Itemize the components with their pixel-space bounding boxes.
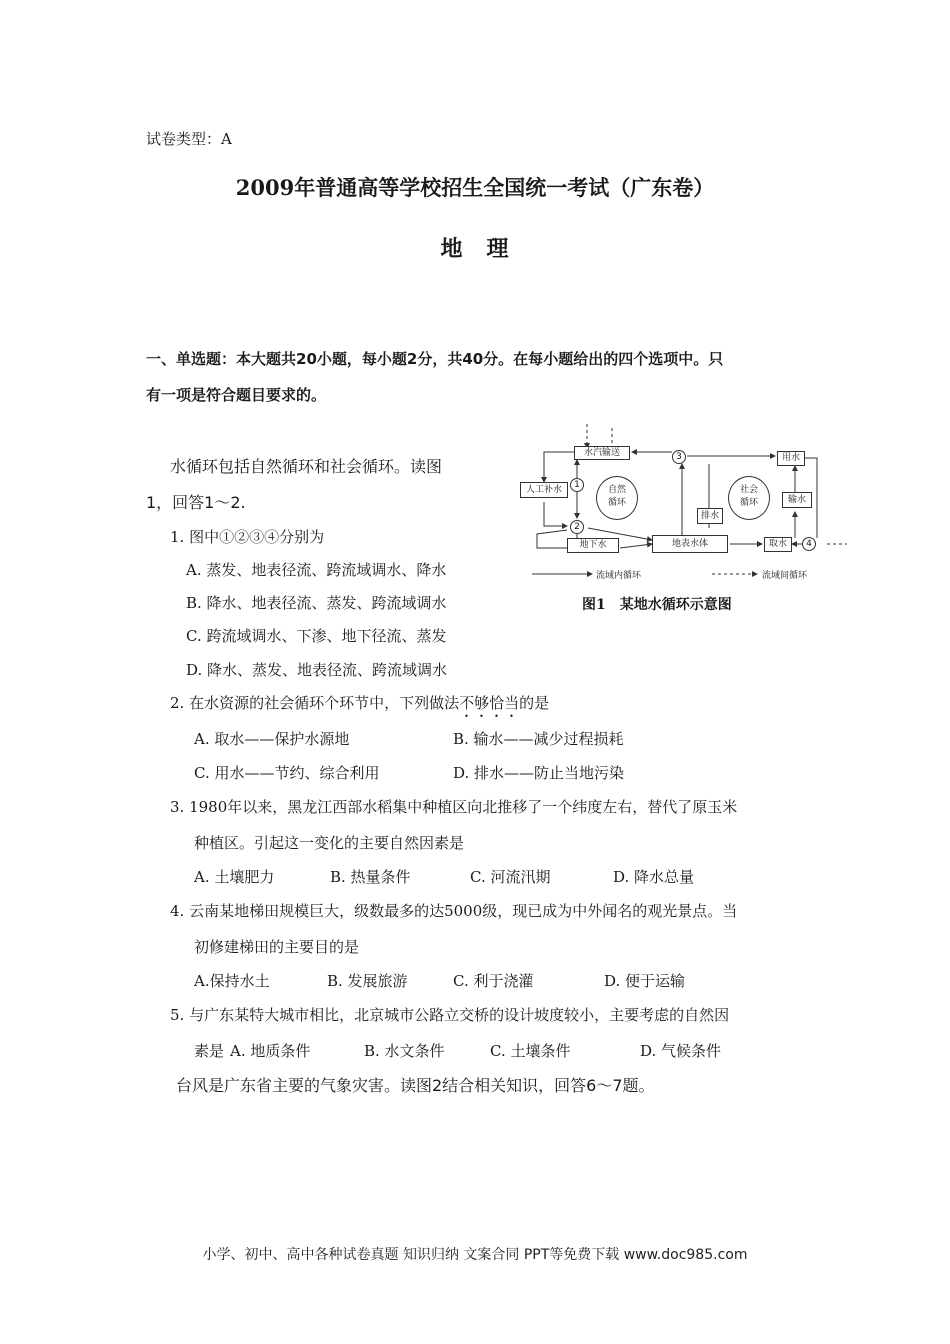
q2-stem-emphasis: 不够恰当 bbox=[459, 694, 520, 712]
circle-4: 4 bbox=[802, 537, 816, 551]
q2-stem-post: 的是 bbox=[519, 694, 550, 712]
section1-line2: 有一项是符合题目要求的。 bbox=[146, 386, 327, 404]
paper-type: 试卷类型：A bbox=[146, 130, 232, 148]
q3-option-d: D. 降水总量 bbox=[613, 868, 695, 886]
circle-3: 3 bbox=[672, 450, 686, 464]
box-usage: 用水 bbox=[777, 451, 805, 466]
q2-option-d: D. 排水——防止当地污染 bbox=[453, 764, 625, 782]
circle-1: 1 bbox=[570, 478, 584, 492]
exam-title: 2009年普通高等学校招生全国统一考试（广东卷） bbox=[235, 175, 715, 200]
q5-line2-pre: 素是 bbox=[194, 1042, 225, 1060]
box-surface-water: 地表水体 bbox=[652, 535, 728, 553]
q4-option-a: A.保持水土 bbox=[194, 972, 270, 990]
q2-option-a: A. 取水——保护水源地 bbox=[194, 730, 350, 748]
figure1-caption: 图1 某地水循环示意图 bbox=[582, 597, 732, 613]
q5-option-c: C. 土壤条件 bbox=[490, 1042, 571, 1060]
q3-option-c: C. 河流汛期 bbox=[470, 868, 551, 886]
box-drainage: 排水 bbox=[697, 508, 723, 524]
q5-line1: 5. 与广东某特大城市相比，北京城市公路立交桥的设计坡度较小，主要考虑的自然因 bbox=[170, 1006, 730, 1024]
q4-line2: 初修建梯田的主要目的是 bbox=[194, 938, 360, 956]
intro2: 台风是广东省主要的气象灾害。读图2结合相关知识，回答6～7题。 bbox=[176, 1076, 655, 1095]
figure1 bbox=[512, 420, 852, 620]
box-transport: 输水 bbox=[782, 492, 812, 508]
legend-dashed-label: 流域间循环 bbox=[762, 571, 808, 581]
q5-option-b: B. 水文条件 bbox=[364, 1042, 445, 1060]
intro1-line1: 水循环包括自然循环和社会循环。读图 bbox=[170, 457, 443, 476]
oval-natural-cycle: 自然循环 bbox=[596, 476, 638, 520]
q2-stem bbox=[170, 692, 549, 721]
q2-option-c: C. 用水——节约、综合利用 bbox=[194, 764, 380, 782]
q5-option-d: D. 气候条件 bbox=[640, 1042, 722, 1060]
q2-stem-pre: 2. 在水资源的社会循环个环节中，下列做法 bbox=[170, 694, 460, 712]
box-groundwater: 地下水 bbox=[567, 538, 619, 553]
q1-option-a: A. 蒸发、地表径流、跨流域调水、降水 bbox=[186, 561, 447, 579]
footer-ad: 小学、初中、高中各种试卷真题 知识归纳 文案合同 PPT等免费下载 www.doc985.com bbox=[202, 1247, 748, 1263]
intro1-line2: 1，回答1～2. bbox=[146, 493, 246, 512]
q1-option-c: C. 跨流域调水、下渗、地下径流、蒸发 bbox=[186, 627, 447, 645]
q3-line2: 种植区。引起这一变化的主要自然因素是 bbox=[194, 834, 465, 852]
q4-line1: 4. 云南某地梯田规模巨大，级数最多的达5000级，现已成为中外闻名的观光景点。当 bbox=[170, 902, 738, 920]
q3-option-b: B. 热量条件 bbox=[330, 868, 411, 886]
box-vapor-transport: 水汽输送 bbox=[574, 446, 630, 460]
q1-stem: 1. 图中①②③④分别为 bbox=[170, 528, 325, 546]
section1-line1: 一、单选题：本大题共20小题，每小题2分，共40分。在每小题给出的四个选项中。只 bbox=[146, 350, 724, 368]
legend-solid-label: 流域内循环 bbox=[596, 571, 642, 581]
q4-option-b: B. 发展旅游 bbox=[327, 972, 408, 990]
q3-option-a: A. 土壤肥力 bbox=[194, 868, 275, 886]
q4-option-d: D. 便于运输 bbox=[604, 972, 686, 990]
q2-option-b: B. 输水——减少过程损耗 bbox=[453, 730, 624, 748]
q4-option-c: C. 利于浇灌 bbox=[453, 972, 534, 990]
box-artificial-recharge: 人工补水 bbox=[520, 482, 568, 498]
q1-option-b: B. 降水、地表径流、蒸发、跨流域调水 bbox=[186, 594, 447, 612]
circle-2: 2 bbox=[570, 520, 584, 534]
box-intake: 取水 bbox=[764, 537, 792, 552]
q5-option-a: A. 地质条件 bbox=[230, 1042, 311, 1060]
q1-option-d: D. 降水、蒸发、地表径流、跨流域调水 bbox=[186, 661, 448, 679]
q3-line1: 3. 1980年以来，黑龙江西部水稻集中种植区向北推移了一个纬度左右，替代了原玉米 bbox=[170, 798, 738, 816]
oval-social-cycle: 社会循环 bbox=[728, 476, 770, 520]
subject-title: 地 理 bbox=[440, 236, 510, 262]
